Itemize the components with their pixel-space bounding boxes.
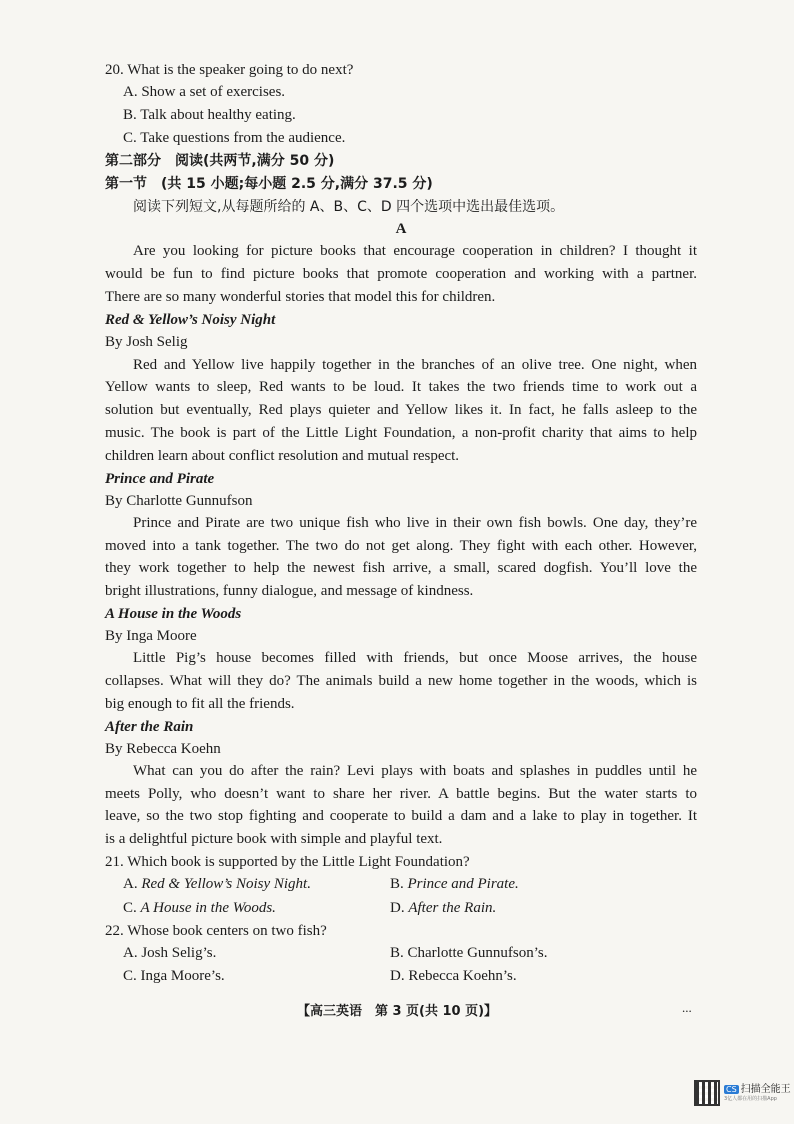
footer-dots: ... bbox=[682, 1000, 692, 1015]
book-title-2: Prince and Pirate bbox=[105, 471, 215, 487]
book-1-line-4: music. The book is part of the Little Light Foundation, a non-profit charity that aims to help bbox=[105, 425, 697, 441]
scanner-watermark: CS 扫描全能王 bbox=[726, 1084, 791, 1095]
book-title-1: Red & Yellow’s Noisy Night bbox=[105, 312, 276, 328]
book-3-line-2: collapses. What will they do? The animals build a new home together in the woods, which is bbox=[105, 673, 697, 689]
question-21-option-d: D. After the Rain. bbox=[390, 900, 497, 916]
question-22-option-d: D. Rebecca Koehn’s. bbox=[390, 968, 517, 984]
book-author-2: By Charlotte Gunnufson bbox=[105, 493, 253, 509]
book-2-line-4: bright illustrations, funny dialogue, and message of kindness. bbox=[105, 583, 474, 599]
book-title-4: After the Rain bbox=[105, 719, 194, 735]
passage-letter: A bbox=[395, 221, 407, 237]
question-21-option-b: B. Prince and Pirate. bbox=[390, 876, 519, 892]
intro-line-1: Are you looking for picture books that encourage cooperation in children? I thought it bbox=[133, 243, 697, 259]
book-title-3: A House in the Woods bbox=[105, 606, 242, 622]
scanner-watermark-subtitle: 3亿人都在用的扫描App bbox=[724, 1096, 777, 1102]
intro-line-2: would be fun to find picture books that promote cooperation and working with a partner. bbox=[105, 266, 697, 282]
question-21-option-c: C. A House in the Woods. bbox=[123, 900, 276, 916]
section1-heading: 第一节 (共 15 小题;每小题 2.5 分,满分 37.5 分) bbox=[105, 176, 433, 192]
question-20-option-c: C. Take questions from the audience. bbox=[123, 130, 346, 146]
question-22-option-b: B. Charlotte Gunnufson’s. bbox=[390, 945, 548, 961]
book-1-line-2: Yellow wants to sleep, Red wants to be loud. It takes the two friends time to work out a bbox=[105, 379, 697, 395]
question-21-stem: 21. Which book is supported by the Little Light Foundation? bbox=[105, 854, 470, 870]
book-author-4: By Rebecca Koehn bbox=[105, 741, 221, 757]
question-20-option-b: B. Talk about healthy eating. bbox=[123, 107, 296, 123]
book-4-line-2: meets Polly, who doesn’t want to share her river. A battle begins. But the water starts to bbox=[105, 786, 697, 802]
book-1-line-1: Red and Yellow live happily together in the branches of an olive tree. One night, when bbox=[133, 357, 697, 373]
camscanner-logo-icon: CS bbox=[726, 1085, 737, 1094]
question-20-stem: 20. What is the speaker going to do next? bbox=[105, 62, 354, 78]
book-3-line-1: Little Pig’s house becomes filled with friends, but once Moose arrives, the house bbox=[133, 650, 697, 666]
reading-instruction: 阅读下列短文,从每题所给的 A、B、C、D 四个选项中选出最佳选项。 bbox=[133, 199, 565, 215]
book-author-3: By Inga Moore bbox=[105, 628, 197, 644]
page-footer: 【高三英语 第 3 页(共 10 页)】 bbox=[296, 1004, 498, 1019]
question-22-option-a: A. Josh Selig’s. bbox=[123, 945, 217, 961]
question-21-option-a: A. Red & Yellow’s Noisy Night. bbox=[123, 876, 311, 892]
book-4-line-1: What can you do after the rain? Levi plays with boats and splashes in puddles until he bbox=[133, 763, 697, 779]
question-20-option-a: A. Show a set of exercises. bbox=[123, 84, 286, 100]
book-2-line-2: moved into a tank together. The two do not get along. They fight with each other. However, bbox=[105, 538, 697, 554]
book-author-1: By Josh Selig bbox=[105, 334, 188, 350]
book-4-line-4: is a delightful picture book with simple and playful text. bbox=[105, 831, 443, 847]
book-2-line-3: they work together to help the newest fish arrive, a small, scared dogfish. You’ll love the bbox=[105, 560, 697, 576]
book-4-line-3: leave, so the two stop fighting and cooperate to build a dam and a lake to play in together. It bbox=[105, 808, 697, 824]
book-1-line-3: solution but eventually, Red plays quieter and Yellow likes it. In fact, he falls asleep to the bbox=[105, 402, 697, 418]
book-2-line-1: Prince and Pirate are two unique fish who live in their own fish bowls. One day, they’re bbox=[133, 515, 697, 531]
book-3-line-3: big enough to fit all the friends. bbox=[105, 696, 295, 712]
part2-heading: 第二部分 阅读(共两节,满分 50 分) bbox=[105, 153, 335, 169]
question-22-option-c: C. Inga Moore’s. bbox=[123, 968, 225, 984]
question-22-stem: 22. Whose book centers on two fish? bbox=[105, 923, 327, 939]
qr-code-icon bbox=[694, 1080, 720, 1106]
intro-line-3: There are so many wonderful stories that model this for children. bbox=[105, 289, 496, 305]
book-1-line-5: children learn about conflict resolution and mutual respect. bbox=[105, 448, 460, 464]
